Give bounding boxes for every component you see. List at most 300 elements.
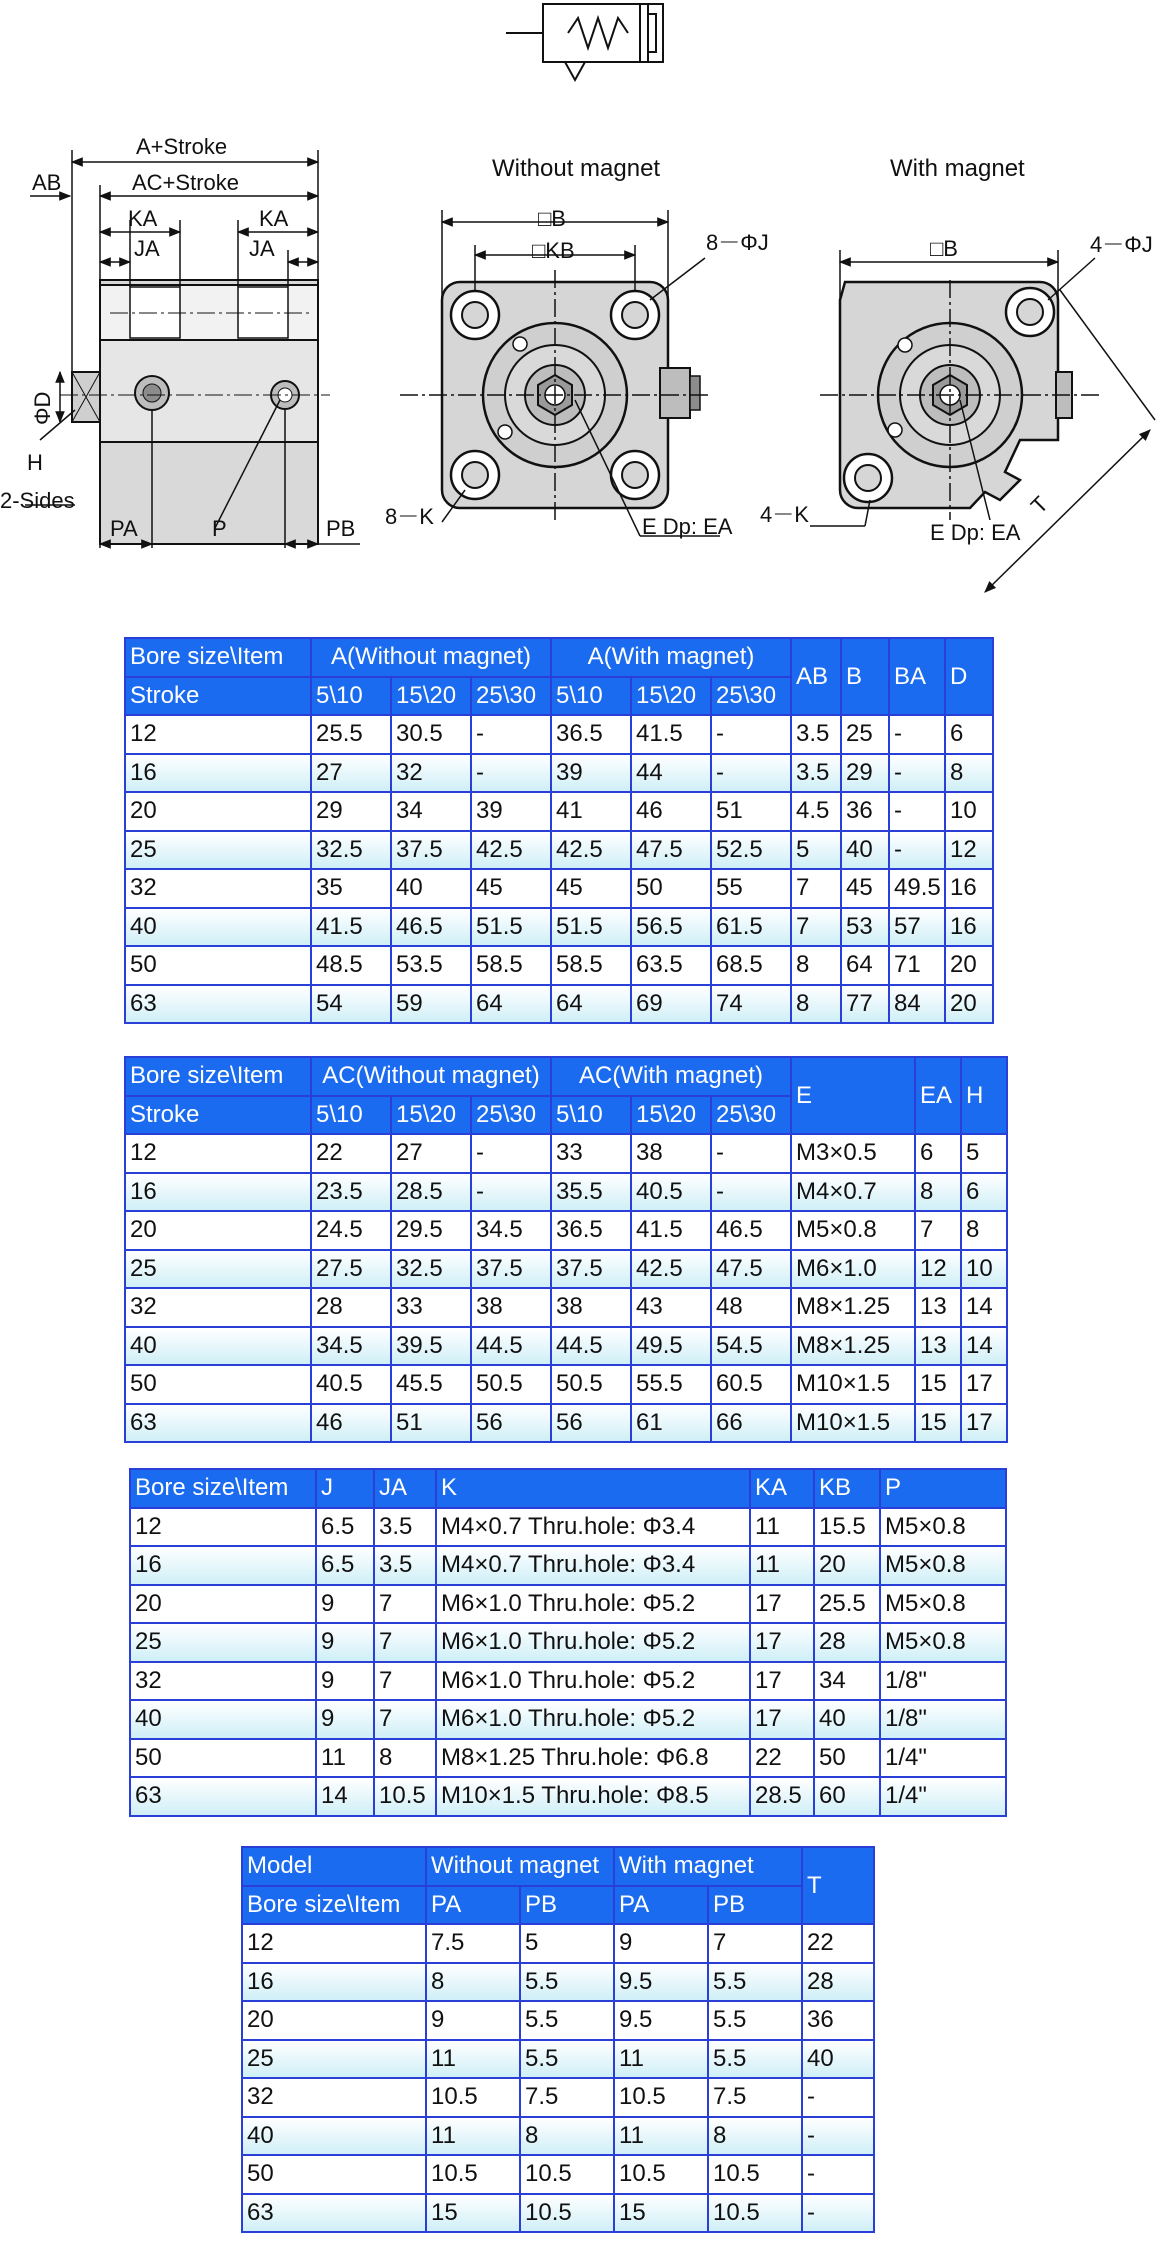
header-ac-without-magnet: AC(Without magnet) [311,1057,551,1096]
bore-size-cell: 16 [125,1173,311,1212]
table-cell: 28 [311,1288,391,1327]
table-cell: 63.5 [631,946,711,985]
table-cell: 58.5 [471,946,551,985]
bore-size-cell: 50 [242,2155,426,2194]
table-cell: 11 [614,2040,708,2079]
table-cell: 8 [374,1739,436,1778]
table-cell: 34.5 [471,1211,551,1250]
table-cell: 14 [316,1777,374,1816]
table-row [242,2194,874,2233]
table-cell: 7 [374,1662,436,1701]
table-cell: 35.5 [551,1173,631,1212]
table-cell: 40.5 [631,1173,711,1212]
table-cell: 14 [961,1327,1007,1366]
table-cell: 55 [711,869,791,908]
table-cell: 17 [750,1623,814,1662]
table-row [130,1662,1006,1701]
label-p: P [212,516,227,541]
table-row [125,831,993,870]
label-ac-stroke: AC+Stroke [132,170,239,195]
bore-size-cell: 50 [130,1739,316,1778]
table-row [125,1365,1007,1404]
table-cell: M6×1.0 [791,1250,915,1289]
table-cell: 4.5 [791,792,841,831]
table-cell: 37.5 [551,1250,631,1289]
bore-size-cell: 40 [125,908,311,947]
table-cell: - [471,754,551,793]
table-row [125,1173,1007,1212]
table-cell: 10.5 [520,2155,614,2194]
without-magnet-title: Without magnet [492,155,661,182]
table-row [125,869,993,908]
bore-size-cell: 40 [242,2117,426,2156]
table-cell: 42.5 [551,831,631,870]
table-cell: 47.5 [631,831,711,870]
table-cell: 51 [711,792,791,831]
table-cell: 57 [889,908,945,947]
table-cell: 39.5 [391,1327,471,1366]
table-cell: 7 [374,1700,436,1739]
table-cell: 5 [520,1924,614,1963]
table-cell: 11 [614,2117,708,2156]
table-cell: 1/4" [880,1777,1006,1816]
table-cell: 64 [551,985,631,1024]
header-stroke-range: 25\30 [711,677,791,716]
table-cell: 40 [802,2040,874,2079]
table-cell: 27 [391,1134,471,1173]
bore-size-cell: 32 [125,1288,311,1327]
header-stroke-range: 15\20 [391,1096,471,1135]
label-phi-d: ΦD [30,391,55,425]
header-stroke-range: 25\30 [471,1096,551,1135]
table-cell: 11 [750,1546,814,1585]
table-row [125,754,993,793]
label-b-magnet: □B [930,236,958,261]
table-cell: M8×1.25 [791,1288,915,1327]
table-cell: - [889,715,945,754]
table-cell: 41.5 [311,908,391,947]
table-row [125,1404,1007,1443]
table-cell: 41 [551,792,631,831]
header-without-magnet: Without magnet [426,1847,614,1886]
table-cell: - [471,1173,551,1212]
table-cell: 16 [945,869,993,908]
table-cell: 45 [551,869,631,908]
label-e-dp-ea-magnet: E Dp: EA [930,520,1021,545]
table-cell: 16 [945,908,993,947]
table-cell: - [802,2155,874,2194]
table-cell: 61 [631,1404,711,1443]
header-model: Model [242,1847,426,1886]
bore-size-cell: 25 [242,2040,426,2079]
table-cell: 10.5 [520,2194,614,2233]
header-p: P [880,1469,1006,1508]
table-cell: 1/4" [880,1739,1006,1778]
table-cell: 5 [791,831,841,870]
header-d: D [945,638,993,715]
table-cell: 68.5 [711,946,791,985]
table-cell: 66 [711,1404,791,1443]
table-cell: - [889,831,945,870]
table-cell: 42.5 [631,1250,711,1289]
table-cell: M4×0.7 Thru.hole: Φ3.4 [436,1546,750,1585]
bore-size-cell: 63 [125,985,311,1024]
header-h: H [961,1057,1007,1134]
table-cell: 25 [841,715,889,754]
table-cell: 46 [311,1404,391,1443]
table-cell: 59 [391,985,471,1024]
header-bore-size-item: Bore size\Item [125,638,311,677]
table-cell: 56 [471,1404,551,1443]
table-cell: 9.5 [614,2001,708,2040]
bore-size-cell: 20 [242,2001,426,2040]
table-cell: 12 [915,1250,961,1289]
label-a-stroke: A+Stroke [136,134,228,159]
header-ja: JA [374,1469,436,1508]
table-cell: 11 [426,2117,520,2156]
with-magnet-view [760,155,1155,592]
table-row [125,1288,1007,1327]
table-cell: 17 [961,1365,1007,1404]
table-cell: 10.5 [374,1777,436,1816]
table-cell: 44.5 [471,1327,551,1366]
table-cell: 10.5 [614,2155,708,2194]
table-cell: 10 [961,1250,1007,1289]
dimension-table-j-k [129,1468,1007,1817]
table-cell: 29 [841,754,889,793]
table-cell: 44.5 [551,1327,631,1366]
table-cell: - [711,715,791,754]
bore-size-cell: 50 [125,946,311,985]
header-stroke: Stroke [125,1096,311,1135]
table-cell: 9 [316,1662,374,1701]
bore-size-cell: 12 [130,1508,316,1547]
header-stroke-range: 15\20 [631,1096,711,1135]
table-cell: 27.5 [311,1250,391,1289]
table-cell: 30.5 [391,715,471,754]
table-header-row [125,638,993,677]
table-row [130,1508,1006,1547]
table-cell: 28.5 [750,1777,814,1816]
header-stroke: Stroke [125,677,311,716]
label-pa: PA [110,516,138,541]
cylinder-symbol [506,4,663,80]
bore-size-cell: 50 [125,1365,311,1404]
table-cell: 3.5 [791,754,841,793]
table-cell: 5.5 [520,2040,614,2079]
table-cell: 6.5 [316,1508,374,1547]
header-stroke-range: 5\10 [551,1096,631,1135]
table-cell: 32.5 [311,831,391,870]
table-cell: 10 [945,792,993,831]
table-cell: 50 [631,869,711,908]
table-cell: 38 [551,1288,631,1327]
header-stroke-range: 15\20 [391,677,471,716]
table-cell: 15 [426,2194,520,2233]
table-row [125,946,993,985]
table-row [125,1211,1007,1250]
table-cell: 7 [791,869,841,908]
bore-size-cell: 32 [125,869,311,908]
table-row [130,1739,1006,1778]
table-cell: 50.5 [471,1365,551,1404]
table-cell: 7 [708,1924,802,1963]
table-cell: 28 [814,1623,880,1662]
table-cell: 9.5 [614,1963,708,2002]
table-cell: 13 [915,1288,961,1327]
bore-size-cell: 63 [242,2194,426,2233]
label-8-phi-j: 8－ΦJ [706,230,769,255]
header-bore-size-item: Bore size\Item [242,1886,426,1925]
table-cell: 7 [791,908,841,947]
table-cell: 84 [889,985,945,1024]
header-ab: AB [791,638,841,715]
table-cell: 13 [915,1327,961,1366]
table-cell: 14 [961,1288,1007,1327]
table-cell: 10.5 [426,2155,520,2194]
table-cell: 9 [614,1924,708,1963]
table-cell: M8×1.25 Thru.hole: Φ6.8 [436,1739,750,1778]
table-cell: 39 [551,754,631,793]
header-a-without-magnet: A(Without magnet) [311,638,551,677]
table-cell: 1/8" [880,1700,1006,1739]
header-bore-size-item: Bore size\Item [130,1469,316,1508]
table-cell: 7.5 [708,2078,802,2117]
table-cell: 7.5 [426,1924,520,1963]
table-cell: 17 [750,1662,814,1701]
table-cell: 50.5 [551,1365,631,1404]
table-row [242,1924,874,1963]
header-ac-with-magnet: AC(With magnet) [551,1057,791,1096]
table-cell: 74 [711,985,791,1024]
table-cell: 5.5 [708,2040,802,2079]
bore-size-cell: 40 [125,1327,311,1366]
bore-size-cell: 20 [125,792,311,831]
table-cell: 51 [391,1404,471,1443]
table-cell: 11 [426,2040,520,2079]
table-row [125,908,993,947]
table-cell: 54 [311,985,391,1024]
table-row [125,985,993,1024]
table-cell: - [471,1134,551,1173]
header-stroke-range: 25\30 [471,677,551,716]
label-h: H [27,450,43,475]
table-cell: 35 [311,869,391,908]
bore-size-cell: 16 [130,1546,316,1585]
table-cell: 38 [631,1134,711,1173]
bore-size-cell: 25 [125,1250,311,1289]
table-cell: 49.5 [631,1327,711,1366]
label-ab: AB [32,170,62,195]
table-cell: 60 [814,1777,880,1816]
table-cell: 51.5 [471,908,551,947]
table-row [130,1623,1006,1662]
label-kb: □KB [532,238,575,263]
table-cell: 17 [750,1585,814,1624]
table-cell: 15.5 [814,1508,880,1547]
table-cell: 23.5 [311,1173,391,1212]
table-cell: M5×0.8 [880,1585,1006,1624]
label-ja-left: JA [134,236,160,261]
table-header-row [242,1847,874,1886]
table-cell: 36 [802,2001,874,2040]
table-cell: 71 [889,946,945,985]
table-row [130,1700,1006,1739]
label-t: T [1025,491,1054,519]
bore-size-cell: 12 [125,1134,311,1173]
table-cell: - [711,754,791,793]
table-cell: 8 [791,946,841,985]
table-cell: - [711,1134,791,1173]
header-ea: EA [915,1057,961,1134]
header-ka: KA [750,1469,814,1508]
table-cell: 45 [471,869,551,908]
table-cell: 7 [374,1623,436,1662]
table-cell: M5×0.8 [880,1546,1006,1585]
table-cell: 9 [316,1700,374,1739]
table-cell: M5×0.8 [791,1211,915,1250]
with-magnet-title: With magnet [890,155,1025,182]
table-cell: M6×1.0 Thru.hole: Φ5.2 [436,1585,750,1624]
table-row [130,1585,1006,1624]
table-cell: 46.5 [711,1211,791,1250]
table-cell: 37.5 [471,1250,551,1289]
table-cell: 27 [311,754,391,793]
header-stroke-range: 15\20 [631,677,711,716]
table-row [130,1546,1006,1585]
table-cell: 37.5 [391,831,471,870]
table-cell: 36 [841,792,889,831]
table-cell: 34 [391,792,471,831]
table-header-row [242,1886,874,1925]
table-cell: 48.5 [311,946,391,985]
header-e: E [791,1057,915,1134]
table-cell: - [802,2117,874,2156]
table-cell: 56.5 [631,908,711,947]
table-cell: 44 [631,754,711,793]
header-pa: PA [614,1886,708,1925]
bore-size-cell: 63 [125,1404,311,1443]
bore-size-cell: 12 [125,715,311,754]
label-4-k: 4－K [760,502,809,527]
table-cell: 6 [945,715,993,754]
table-cell: 1/8" [880,1662,1006,1701]
table-cell: - [471,715,551,754]
table-cell: 28.5 [391,1173,471,1212]
header-bore-size-item: Bore size\Item [125,1057,311,1096]
bore-size-cell: 32 [242,2078,426,2117]
table-cell: 29.5 [391,1211,471,1250]
table-cell: 40 [814,1700,880,1739]
table-cell: 7.5 [520,2078,614,2117]
table-cell: 11 [316,1739,374,1778]
table-cell: 28 [802,1963,874,2002]
table-cell: 41.5 [631,715,711,754]
table-cell: 5.5 [708,2001,802,2040]
table-cell: 3.5 [791,715,841,754]
table-cell: M4×0.7 Thru.hole: Φ3.4 [436,1508,750,1547]
label-ka-right: KA [259,206,289,231]
table-cell: 20 [814,1546,880,1585]
header-stroke-range: 5\10 [311,1096,391,1135]
table-cell: 46.5 [391,908,471,947]
table-row [125,1327,1007,1366]
header-t: T [802,1847,874,1924]
table-header-row [130,1469,1006,1508]
table-row [242,1963,874,2002]
without-magnet-view [385,155,769,539]
table-cell: 38 [471,1288,551,1327]
table-cell: 64 [841,946,889,985]
table-cell: 17 [750,1700,814,1739]
table-cell: 77 [841,985,889,1024]
table-cell: 9 [316,1585,374,1624]
table-cell: 24.5 [311,1211,391,1250]
table-cell: 7 [374,1585,436,1624]
table-cell: 40 [841,831,889,870]
table-cell: 10.5 [426,2078,520,2117]
side-view [0,134,360,548]
table-row [242,2078,874,2117]
table-cell: 64 [471,985,551,1024]
table-cell: 60.5 [711,1365,791,1404]
header-stroke-range: 5\10 [311,677,391,716]
table-row [125,1250,1007,1289]
table-cell: 8 [791,985,841,1024]
table-cell: M6×1.0 Thru.hole: Φ5.2 [436,1662,750,1701]
table-row [242,2040,874,2079]
table-row [125,1134,1007,1173]
table-cell: M10×1.5 Thru.hole: Φ8.5 [436,1777,750,1816]
table-cell: - [802,2078,874,2117]
table-cell: 20 [945,946,993,985]
bore-size-cell: 25 [130,1623,316,1662]
table-cell: 47.5 [711,1250,791,1289]
table-cell: 51.5 [551,908,631,947]
table-cell: 5.5 [708,1963,802,2002]
table-cell: 9 [426,2001,520,2040]
bore-size-cell: 40 [130,1700,316,1739]
header-ba: BA [889,638,945,715]
header-a-with-magnet: A(With magnet) [551,638,791,677]
table-cell: M6×1.0 Thru.hole: Φ5.2 [436,1700,750,1739]
table-cell: 6 [961,1173,1007,1212]
table-cell: 5.5 [520,1963,614,2002]
dimension-table-pa-pb-t [241,1846,875,2233]
table-row [125,792,993,831]
table-cell: 58.5 [551,946,631,985]
table-cell: 20 [945,985,993,1024]
table-row [242,2155,874,2194]
table-cell: 32.5 [391,1250,471,1289]
label-ja-right: JA [249,236,275,261]
table-cell: 22 [311,1134,391,1173]
table-cell: 3.5 [374,1508,436,1547]
table-cell: 15 [614,2194,708,2233]
label-ka-left: KA [128,206,158,231]
table-cell: 46 [631,792,711,831]
table-cell: 53.5 [391,946,471,985]
table-cell: 29 [311,792,391,831]
bore-size-cell: 12 [242,1924,426,1963]
table-cell: 48 [711,1288,791,1327]
table-cell: 52.5 [711,831,791,870]
table-cell: 6 [915,1134,961,1173]
table-cell: 22 [750,1739,814,1778]
table-cell: 32 [391,754,471,793]
header-pb: PB [708,1886,802,1925]
header-with-magnet: With magnet [614,1847,802,1886]
